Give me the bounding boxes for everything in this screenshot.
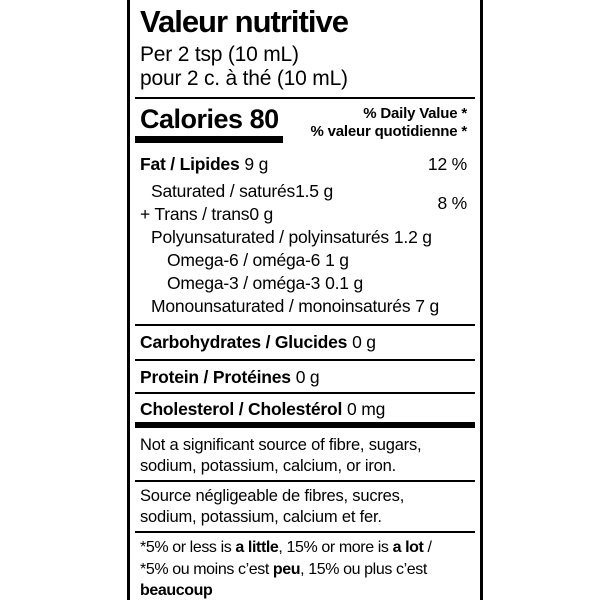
nutrient-row-saturated [135,180,437,203]
nutrient-row-omega6 [135,249,475,272]
asterisk: * [140,539,146,556]
daily-value-header-en: % Daily Value * [363,105,467,122]
daily-value-footnote [135,537,475,600]
serving-size-en: Per 2 tsp (10 mL) [140,43,299,66]
calories-section [135,103,475,143]
note-en-line2: sodium, potassium, calcium, or iron. [140,457,396,475]
calories-value: 80 [249,104,279,134]
trans-label: + Trans / trans [140,204,250,224]
insignificant-source-note-fr [135,486,475,528]
footnote-bold: a little [235,539,279,556]
thick-divider-notes [135,422,475,428]
polyunsaturated-label-value [151,226,432,249]
nutrient-row-trans [135,203,437,226]
omega6-amount: 1 g [325,250,349,270]
fat-daily-value: 12 % [427,154,467,174]
carbohydrates-label-value [140,330,376,354]
serving-size-fr: pour 2 c. à thé (10 mL) [140,67,348,90]
omega6-label: Omega-6 / oméga-6 [167,250,321,270]
carbohydrates-label: Carbohydrates / Glucides [140,332,348,352]
footnote-line2 [140,559,475,581]
divider-footnote [135,531,475,533]
protein-label-value [140,365,319,389]
divider-carb-protein [135,359,475,361]
nutrient-row-fat [135,153,475,176]
divider-protein-cholesterol [135,392,475,394]
daily-value-header [311,103,467,140]
fat-label: Fat / Lipides [140,154,240,174]
note-fr-line1: Source négligeable de fibres, sucres, [140,487,405,505]
footnote-text: / [423,539,432,556]
insignificant-source-note-en [135,435,475,477]
asterisk: * [140,560,146,578]
footnote-text: 5% ou moins c’est [145,560,273,578]
calories-label: Calories [140,104,243,134]
footnote-bold: peu [272,560,301,578]
calories-row [135,103,283,143]
nutrient-row-polyunsaturated [135,226,475,249]
fat-label-value [140,153,268,176]
nutrient-row-omega3 [135,272,475,295]
footnote-text: , 15% ou plus c’est [300,560,427,578]
omega3-amount: 0.1 g [325,273,364,293]
nutrient-row-carbohydrates [135,330,475,354]
divider-fat-carb [135,324,475,326]
note-en-line1: Not a significant source of fibre, sugars, [140,436,422,454]
polyunsaturated-amount: 1.2 g [393,227,432,247]
saturated-label: Saturated / saturés [151,181,296,201]
footnote-line3 [140,580,475,600]
saturated-trans-lines [135,180,437,226]
monounsaturated-label: Monounsaturated / monoinsaturés [151,296,411,316]
label-title: Valeur nutritive [140,4,348,39]
carbohydrates-amount: 0 g [352,332,376,352]
saturated-amount: 1.5 g [295,181,333,201]
nutrient-row-monounsaturated [135,295,475,318]
trans-amount: 0 g [249,204,274,224]
nutrient-row-protein [135,365,475,389]
cholesterol-label: Cholesterol / Cholestérol [140,399,343,419]
monounsaturated-amount: 7 g [415,296,440,316]
divider-notes [135,480,475,482]
omega3-label-value [167,272,363,295]
monounsaturated-label-value [151,295,439,318]
nutrient-row-cholesterol [135,397,475,421]
footnote-text: , 15% or more is [278,539,393,556]
divider-top [135,97,475,99]
protein-amount: 0 g [295,367,320,387]
omega6-label-value [167,249,349,272]
cholesterol-amount: 0 mg [347,399,386,419]
protein-label: Protein / Protéines [140,367,291,387]
footnote-bold: a lot [392,539,424,556]
note-fr-line2: sodium, potassium, calcium et fer. [140,508,382,526]
omega3-label: Omega-3 / oméga-3 [167,273,321,293]
daily-value-header-fr: % valeur quotidienne * [310,122,467,140]
saturated-trans-group [135,180,475,226]
fat-amount: 9 g [244,154,269,174]
footnote-line1 [140,537,475,559]
polyunsaturated-label: Polyunsaturated / polyinsaturés [151,227,389,247]
cholesterol-label-value [140,397,385,421]
nutrition-facts-label [127,0,483,600]
footnote-bold: beaucoup [140,582,213,599]
saturated-trans-daily-value: 8 % [437,192,467,213]
footnote-text: 5% or less is [145,539,236,556]
